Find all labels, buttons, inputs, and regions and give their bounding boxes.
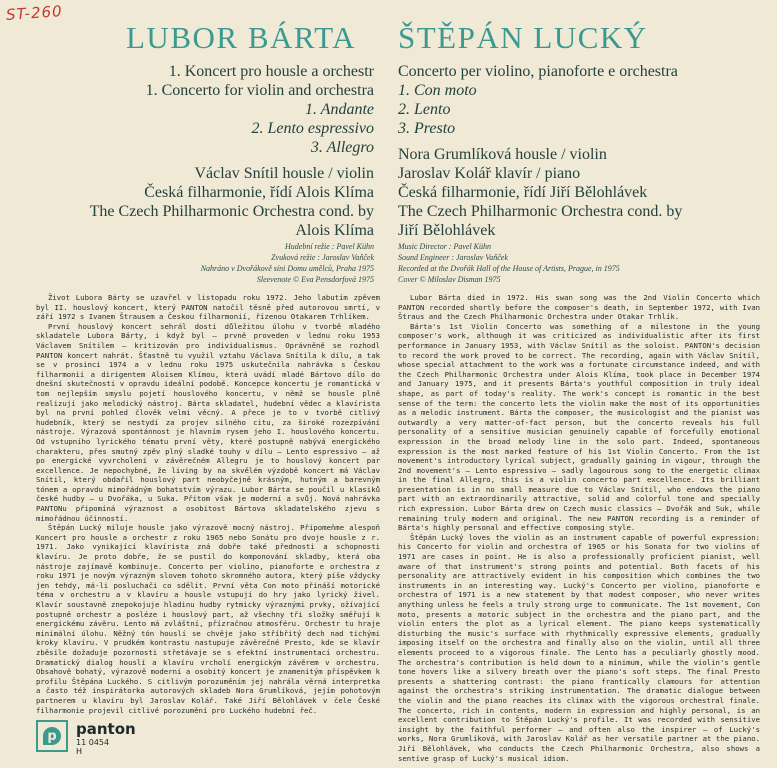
performer-line: Jiří Bělohlávek: [398, 222, 496, 239]
paragraph: Bárta's 1st Violin Concerto was something of a milestone in the young composer's work, although it was criticized as individualistic after its first performance in January 1953, with Václav Snítil as the soloist. PANTON's decision to record the work proved to be correct. The recording, again with Václav Snítil, whose special attachment to the work was a fortunate circumstance indeed, and with the Czech Philharmonic Orchestra under Alois Klíma, took place in December 1974 and January 1975, and it presents Bárta's youthful composition in truly ideal shape, as part of today's reality. The work's concept is romantic in the best sense of the term: the concerto lets the violin make the most of its opportunities as a melodic instrument. Bárta the composer, the musicologist and the pianist was outwardly a very matter-of-fact person, but the concerto reveals his full personality of a sensitive musician genuinely capable of forcefully emotional expression in the broad melody line in the solo part. Indeed, spontaneous expression is the most marked feature of his 1st Violin Concerto. From the 1st movement's introductory lyrical subject, gradually gaining in vigour, through the 2nd movement's — Lento espressivo — sadly lagourous song to the energetic climax in the final Allegro, this is a violin concerto part excellence. Its brilliant presentation is in no small measure due to Václav Snítil, who endows the piano part with an extraordinarily attractive, solid and colorful tone and specially rich expression. Lubor Bárta drew on Czech music classics — Dvořák and Suk, while remaining truly modern and original. The new PANTON recording is a reminder of Bárta's highly personal and effective composing style.: [398, 321, 760, 533]
sleeve-note-czech: [36, 293, 380, 715]
panton-logo-icon: [36, 720, 68, 752]
left-work-title-cs: 1. Koncert pro housle a orchestr: [168, 63, 374, 80]
credit-line: Cover © Miloslav Disman 1975: [398, 275, 501, 284]
movement-1: 1. Andante: [304, 101, 374, 118]
performer-line: Česká filharmonie, řídí Jiří Bělohlávek: [398, 184, 648, 201]
performer-line: Václav Snítil housle / violin: [194, 165, 374, 182]
catalog-suffix: H: [76, 747, 83, 756]
composer-name-lucky: ŠTĚPÁN LUCKÝ: [398, 20, 648, 55]
performer-line: Jaroslav Kolář klavír / piano: [398, 165, 581, 182]
right-work-heading: [398, 62, 758, 240]
performer-line: Alois Klíma: [295, 222, 374, 239]
label-brand: panton: [76, 720, 136, 738]
credits-english: [398, 241, 758, 285]
paragraph: První houslový koncert sehrál dosti důležitou úlohu v tvorbě mladého skladatele Lubora Bárty, i když byl — prvně proveden v lednu roku 1953 Václavem Snítilem — kritizován pro individualismus. Oprávněně se rozhodl PANTON koncert nahrát. Šťastně tu využil vztahu Václava Snítila k dílu, a tak se v prosinci 1974 a v lednu roku 1975 uskutečnila nahrávka s Českou filharmonií a dirigentem Aloisem Klímou, která uvádí mladé Bártovo dílo do dnešní skutečnosti v opravdu ideální podobě. Koncepce koncertu je romantická v tom nejlepším smyslu pojetí houslového koncertu, v němž se housle plně realizují jako melodický nástroj. Bárta skladatel, hudební vědec a klavírista byl na první pohled člověk velmi věcný. A přece je to v tvorbě citlivý hudebník, který se nestydí za projev silného citu, za široké rozezpívání nástroje. Výrazová spontánnost je hlavním rysem jeho I. houslového koncertu. Od vstupního lyrického tématu první věty, které postupně nabývá energického charakteru, přes smutný zpěv plný sladké touhy v dílu — Lento espressivo — až po energické vyvrcholení v závěrečném Allegru je to houslový koncert par excellence. Je nepochybné, že living by na skvělém výzdobě koncert má Václav Snítil, který obdařil houslový part neobyčejně krásným, hutným a barevným tónem a opravdu mimořádným bohatstvím výrazu. Lubor Bárta se poučil u klasiků české hudby — u Dvořáka, u Suka. Přitom však je moderní a svůj. Nová nahrávka PANTONu připomíná výraznost a osobitost Bártova skladatelského zjevu s mimořádnou účinností.: [36, 321, 380, 523]
credits-czech: [150, 241, 374, 285]
paragraph: Lubor Bárta died in 1972. His swan song was the 2nd Violin Concerto which PANTON recorded shortly before the composer's death, in September 1972, with Ivan Štraus and the Czech Philharmonic Orchestra under Otakar Trhlík.: [398, 293, 760, 322]
paragraph: Štěpán Lucký miluje housle jako výrazově mocný nástroj. Připomeňme alespoň Koncert pro housle a orchestr z roku 1965 nebo Sonátu pro dvoje housle z r. 1971. Jako vynikající klavírista zná dobře také přednosti a schopnosti klavíru. Je proto dobře, že se pustil do komponování skladby, která oba nástroje zajímavě kombinuje. Concerto per violino, pianoforte e orchestra z roku 1971 je novým výrazným slovem tohoto skromného autora, který píše vždycky jen tehdy, má-li posluchači co sdělit. První věta Con moto přináší motorické téma v orchestru a v klavíru a housle vstupují do hry jako lyrický živel. Klavír soustavně znepokojuje hladinu hudby rytmicky výraznými prvky, ožívající postupně orchestr a posléze i houslový part, až všechny tři složky směřují k energickému závěru. Lento má zvláštní, přízračnou atmosféru. Orchestr tu hraje minimální úlohu. Něžný tón houslí se chvěje jako stříbřitý dech nad tichými kroky klavíru. V prudkém kontrastu nastupuje závěrečné Presto, kde se klavír zběsile dožaduje pozornosti střetávaje se s efektní instrumentací orchestru. Dramatický dialog houslí a klavíru vrcholí energickým závěrem v orchestru. Obsahově bohatý, výrazově moderní a osobitý koncert je znamenitým příspěvkem k profilu Štěpána Luckého. S citlivým porozuměním jej nahrála věrná interpretka a často též inspirátorka autorových skladeb Nora Grumlíková, jejím pohotovým partnerem u klavíru byl Jaroslav Kolář. Také Jiří Bělohlávek v čele České filharmonie projevil citlivé porozumění pro Luckého hudební řeč.: [36, 523, 380, 715]
credit-line: Recorded at the Dvořák Hall of the House of Artists, Prague, in 1975: [398, 264, 620, 273]
performer-line: The Czech Philharmonic Orchestra cond. by: [89, 203, 374, 220]
handwritten-catalog-note: ST-260: [5, 2, 64, 24]
performer-line: Nora Grumlíková housle / violin: [398, 146, 607, 163]
left-work-heading: [80, 62, 374, 240]
movement-2: 2. Lento: [398, 101, 451, 118]
catalog-number-value: 11 0454: [76, 738, 110, 747]
paragraph: Život Lubora Bárty se uzavřel v listopadu roku 1972. Jeho labutím zpěvem byl II. houslový koncert, který PANTON natočil těsně před autorovou smrtí, v září 1972 s Ivanem Štrausem a Českou filharmonií, řízenou Otakarem Trhlíkem.: [36, 293, 380, 322]
left-work-title-en: 1. Concerto for violin and orchestra: [145, 82, 374, 99]
credit-line: Zvuková režie : Jaroslav Vaňček: [271, 253, 374, 262]
credit-line: Music Director : Pavel Kühn: [398, 242, 492, 251]
credit-line: Sleevenote © Eva Pensdorfová 1975: [256, 275, 374, 284]
performer-line: Česká filharmonie, řídí Alois Klíma: [144, 184, 374, 201]
movement-2: 2. Lento espressivo: [251, 120, 374, 137]
catalog-number: [76, 738, 109, 756]
performer-line: The Czech Philharmonic Orchestra cond. by: [398, 203, 683, 220]
movement-3: 3. Allegro: [310, 139, 374, 156]
sleeve-note-english: [398, 293, 760, 763]
composer-name-barta: LUBOR BÁRTA: [126, 20, 357, 55]
credit-line: Sound Engineer : Jaroslav Vaňček: [398, 253, 508, 262]
logo-letter: p: [43, 727, 61, 745]
credit-line: Hudební režie : Pavel Kühn: [284, 242, 374, 251]
movement-3: 3. Presto: [398, 120, 456, 137]
right-work-title: Concerto per violino, pianoforte e orchestra: [398, 63, 678, 80]
movement-1: 1. Con moto: [398, 82, 477, 99]
paragraph: Štěpán Lucký loves the violin as an instrument capable of powerful expression: his Concerto for violin and orchestra of 1965 or his Sonata for two violins of 1971 are cases in point. He is also a professionally proficient pianist, well aware of that instrument's strong points and potential. Both facets of his personality are attractively evident in his composition which combines the two instruments in an interesting way. Lucký's Concerto per violino, pianoforte e orchestra of 1971 is a new statement by that modest composer, who never writes anything unless he feels a truly strong urge to communicate. The 1st movement, Con moto, presents a motoric subject in the orchestra and the piano part, and the violin enters the plot as a lyrical element. The piano keeps systematically disturbing the music's surface with rhythmically expressive elements, gradually imposing itself on the orchestra and finally also on the violin, until all three elements proceed to a vigorous finale. The Lento has a peculiarly ghostly mood. The orchestra's contribution is held down to a minimum, while the violin's gentle tone hovers like a silvery breath over the piano's soft steps. The final Presto presents a shattering contrast: the piano frantically clamours for attention against the orchestra's striking instrumentation. The dramatic dialogue between the violin and the piano reaches its climax with the vigorous orchestral finale. The concerto, rich in contents, modern in expression and highly personal, is an excellent contribution to Štěpán Lucký's profile. It was recorded with sensitive insight by the faithful performer — and often also the inspirer — of Lucký's works, Nora Grumlíková, with Jaroslav Kolář as her versatile partner at the piano. Jiří Bělohlávek, who conducts the Czech Philharmonic Orchestra, also shows a sentive grasp of Lucký's musical idiom.: [398, 532, 760, 763]
credit-line: Nahráno v Dvořákově síni Domu umělců, Praha 1975: [200, 264, 374, 273]
